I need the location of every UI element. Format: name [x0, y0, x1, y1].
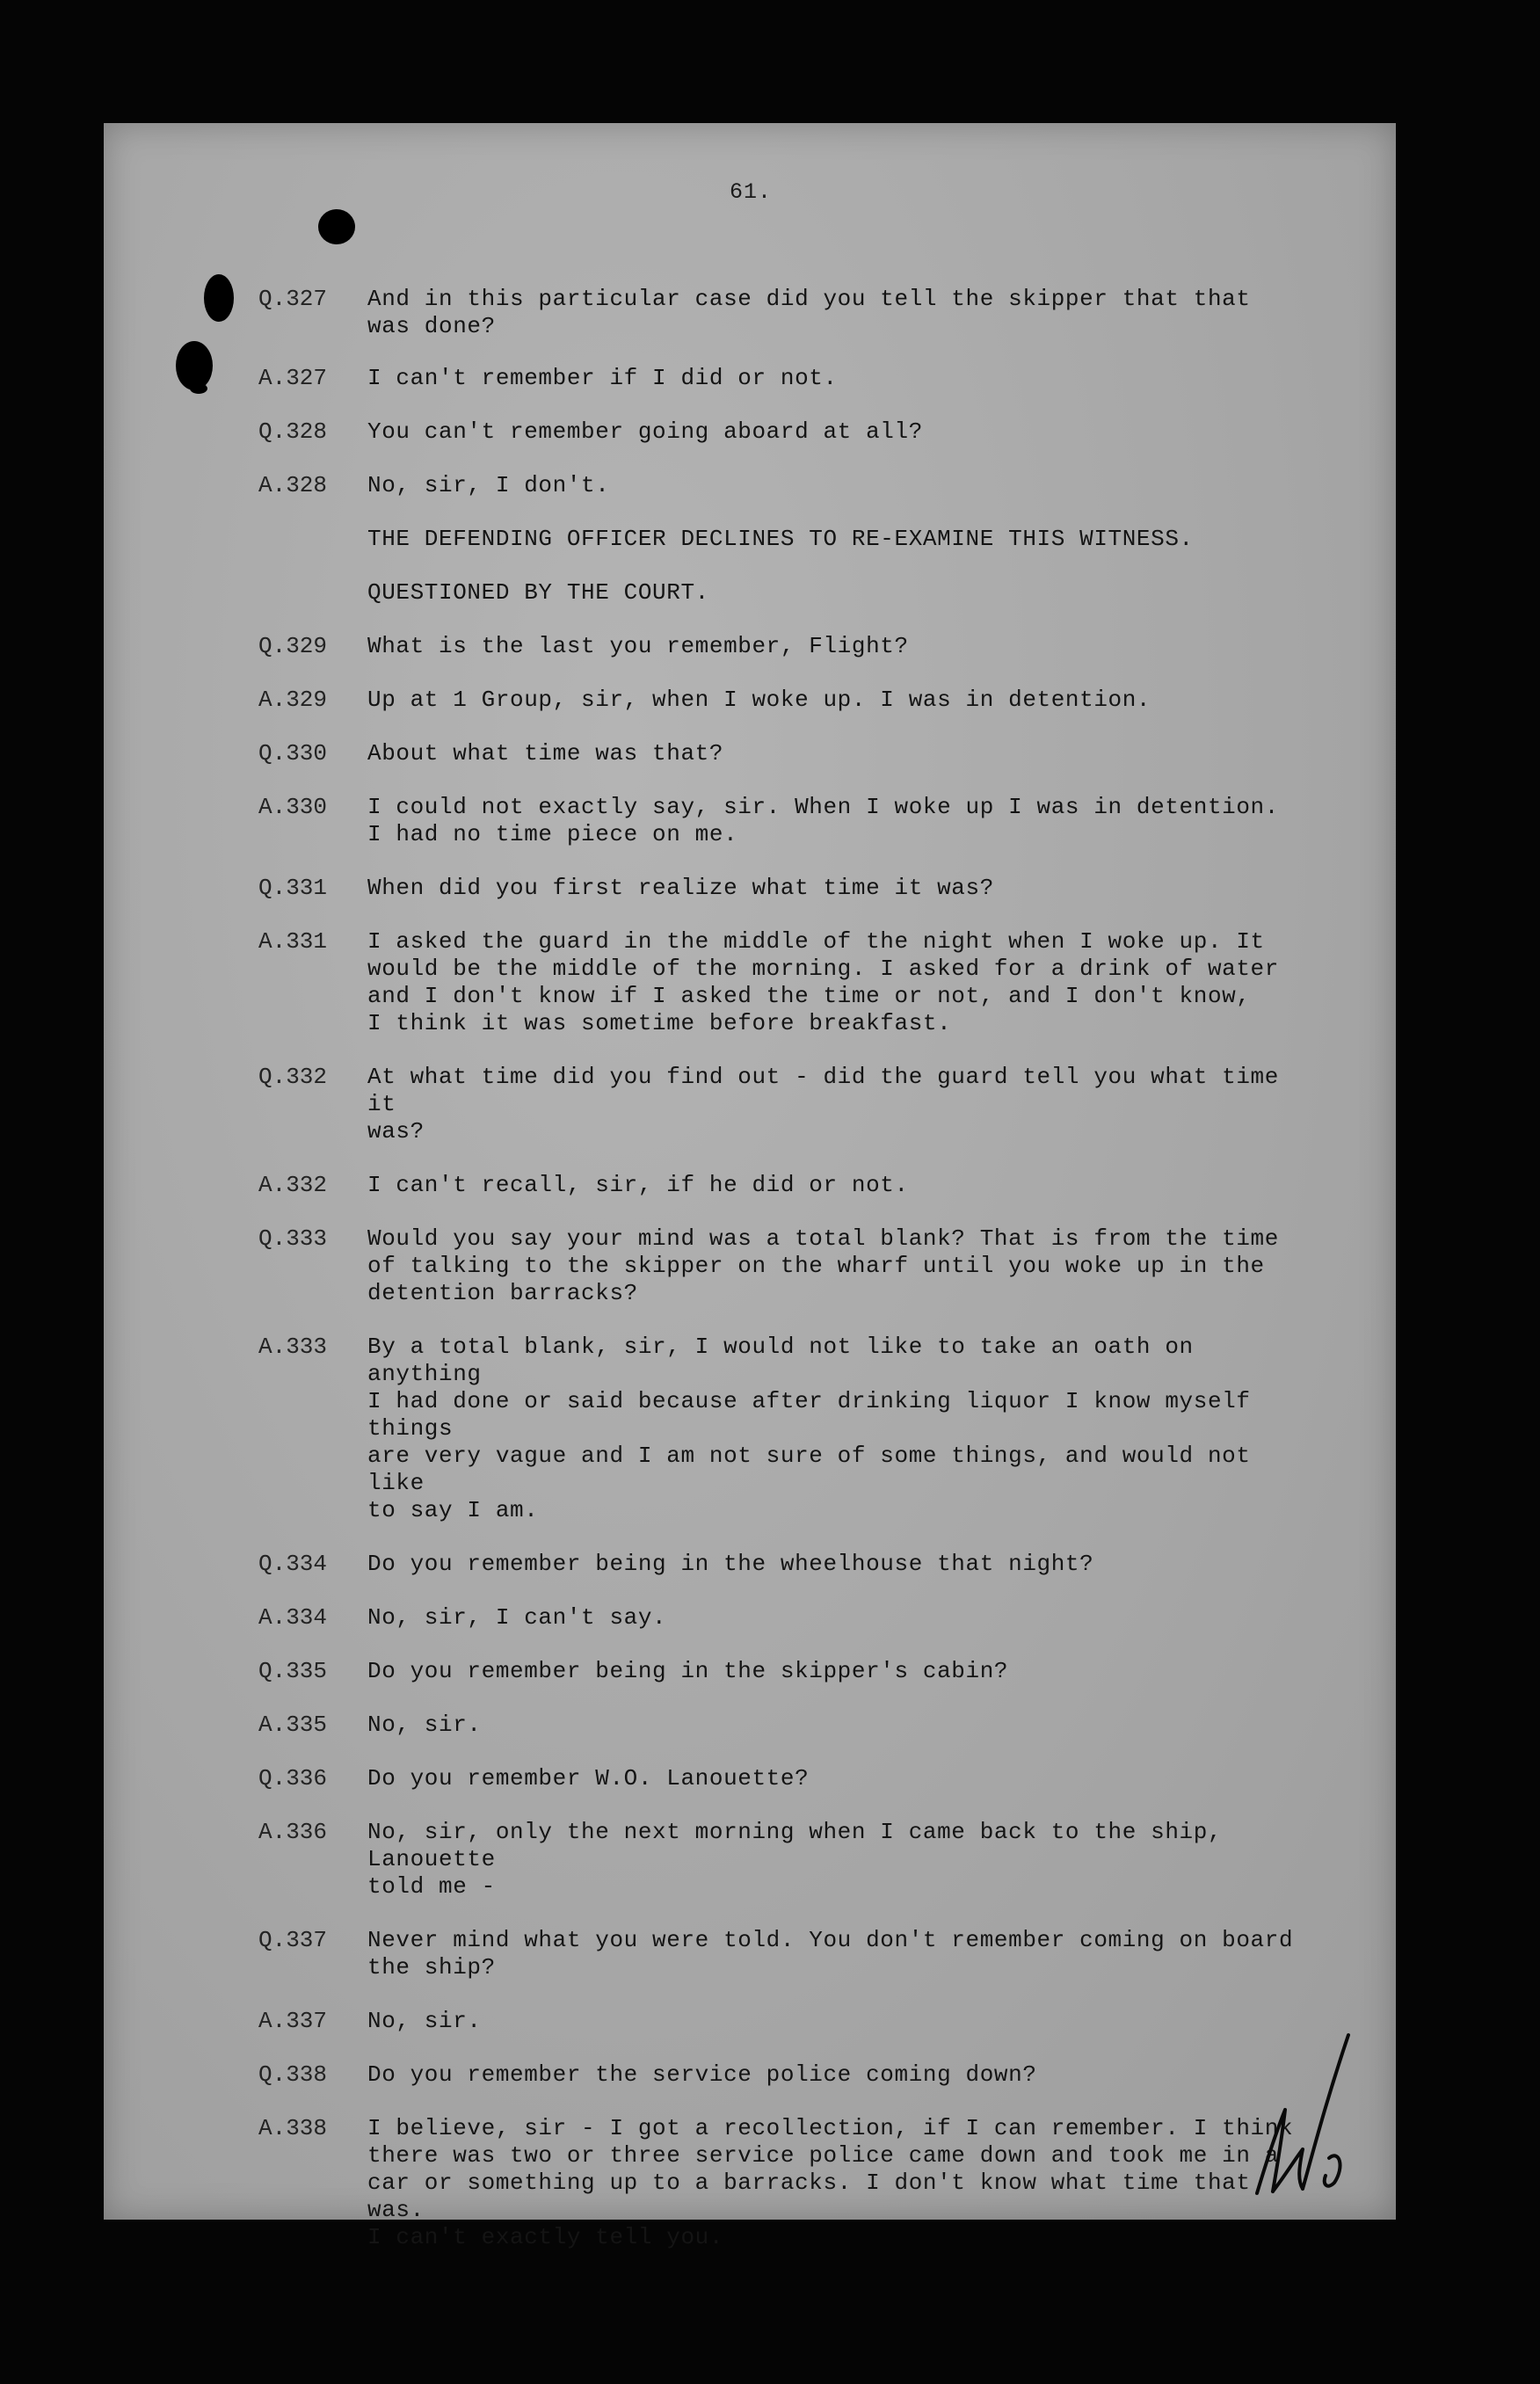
transcript-entry: [258, 794, 1304, 848]
entry-label: A.327: [258, 365, 328, 391]
transcript-entry: [258, 928, 1304, 1037]
entry-label: A.330: [258, 794, 328, 820]
transcript-entry: [258, 1712, 1304, 1739]
transcript-entry: [258, 1551, 1304, 1578]
entry-text: No, sir, only the next morning when I came back to the ship, Lanouette told me -: [367, 1819, 1223, 1900]
page-number: 61.: [730, 179, 773, 205]
transcript-entry: [258, 286, 1304, 340]
entry-text: Do you remember being in the skipper's cabin?: [367, 1658, 1009, 1684]
initials-signature: [1241, 2026, 1364, 2202]
transcript-entry: [258, 1064, 1304, 1145]
entry-text: Would you say your mind was a total blank? That is from the time of talking to the skipper on the wharf until you woke up in the detention barracks?: [367, 1225, 1279, 1306]
transcript-entry: [258, 1225, 1304, 1307]
entry-label: Q.334: [258, 1551, 328, 1577]
punch-hole: [204, 274, 234, 322]
section-heading: QUESTIONED BY THE COURT.: [367, 579, 709, 606]
transcript-entry: [258, 1334, 1304, 1524]
entry-text: Never mind what you were told. You don't remember coming on board the ship?: [367, 1927, 1294, 1981]
transcript-entry: [258, 2115, 1304, 2251]
transcript-entry: [258, 1658, 1304, 1685]
transcript-entry: [258, 365, 1304, 392]
transcript-entry: [258, 2061, 1304, 2089]
entry-label: Q.332: [258, 1064, 328, 1090]
entry-text: When did you first realize what time it was?: [367, 875, 994, 901]
entry-label: A.336: [258, 1819, 328, 1845]
ink-blot: [318, 209, 355, 244]
entry-text: I could not exactly say, sir. When I woke up I was in detention. I had no time piece on me.: [367, 794, 1279, 847]
entry-label: A.335: [258, 1712, 328, 1738]
entry-label: A.332: [258, 1172, 328, 1198]
entry-text: Up at 1 Group, sir, when I woke up. I was in detention.: [367, 687, 1151, 713]
punch-mark: [190, 383, 207, 394]
entry-label: Q.329: [258, 633, 328, 659]
entry-text: I believe, sir - I got a recollection, if I can remember. I think there was two or three service police came down and took me in a car or something up to a barracks. I don't know what time that was. I can't exactly tell you.: [367, 2115, 1294, 2250]
entry-label: Q.337: [258, 1927, 328, 1953]
entry-label: Q.331: [258, 875, 328, 901]
entry-text: Do you remember the service police coming down?: [367, 2061, 1037, 2088]
entry-label: A.328: [258, 472, 328, 498]
entry-text: I can't recall, sir, if he did or not.: [367, 1172, 909, 1198]
entry-label: A.333: [258, 1334, 328, 1360]
entry-text: No, sir, I don't.: [367, 472, 610, 498]
entry-label: Q.333: [258, 1225, 328, 1252]
transcript-entry: [258, 633, 1304, 660]
entry-label: Q.328: [258, 418, 328, 445]
entry-text: What is the last you remember, Flight?: [367, 633, 909, 659]
entry-label: A.334: [258, 1604, 328, 1631]
transcript-body: [258, 286, 1304, 2251]
entry-text: No, sir, I can't say.: [367, 1604, 667, 1631]
entry-text: By a total blank, sir, I would not like to take an oath on anything I had done or said because after drinking liquor I know myself things are very vague and I am not sure of some things, and would not like to say I am.: [367, 1334, 1251, 1523]
entry-label: A.337: [258, 2008, 328, 2034]
entry-text: And in this particular case did you tell the skipper that that was done?: [367, 286, 1251, 339]
entry-label: Q.330: [258, 740, 328, 767]
entry-label: Q.336: [258, 1765, 328, 1792]
entry-label: A.338: [258, 2115, 328, 2141]
transcript-entry: [258, 2008, 1304, 2035]
transcript-entry: [258, 418, 1304, 446]
entry-text: At what time did you find out - did the guard tell you what time it was?: [367, 1064, 1279, 1145]
entry-text: I can't remember if I did or not.: [367, 365, 838, 391]
transcript-entry: [258, 740, 1304, 767]
transcript-entry: [258, 687, 1304, 714]
transcript-entry: [258, 472, 1304, 499]
entry-label: A.331: [258, 928, 328, 955]
section-heading: THE DEFENDING OFFICER DECLINES TO RE-EXAMINE THIS WITNESS.: [367, 526, 1194, 552]
transcript-entry: [258, 1604, 1304, 1632]
transcript-entry: [258, 1927, 1304, 1981]
entry-text: Do you remember W.O. Lanouette?: [367, 1765, 810, 1792]
entry-text: No, sir.: [367, 2008, 482, 2034]
entry-text: Do you remember being in the wheelhouse that night?: [367, 1551, 1094, 1577]
entry-label: Q.335: [258, 1658, 328, 1684]
entry-text: I asked the guard in the middle of the night when I woke up. It would be the middle of the morning. I asked for a drink of water and I don't know if I asked the time or not, and I don't know, I think it was sometime before breakfast.: [367, 928, 1279, 1036]
transcript-entry: [258, 1172, 1304, 1199]
entry-label: A.329: [258, 687, 328, 713]
entry-label: Q.327: [258, 286, 328, 312]
entry-text: You can't remember going aboard at all?: [367, 418, 923, 445]
entry-text: About what time was that?: [367, 740, 724, 767]
transcript-entry: [258, 1765, 1304, 1792]
entry-label: Q.338: [258, 2061, 328, 2088]
transcript-entry: [258, 875, 1304, 902]
transcript-entry: [258, 1819, 1304, 1901]
entry-text: No, sir.: [367, 1712, 482, 1738]
